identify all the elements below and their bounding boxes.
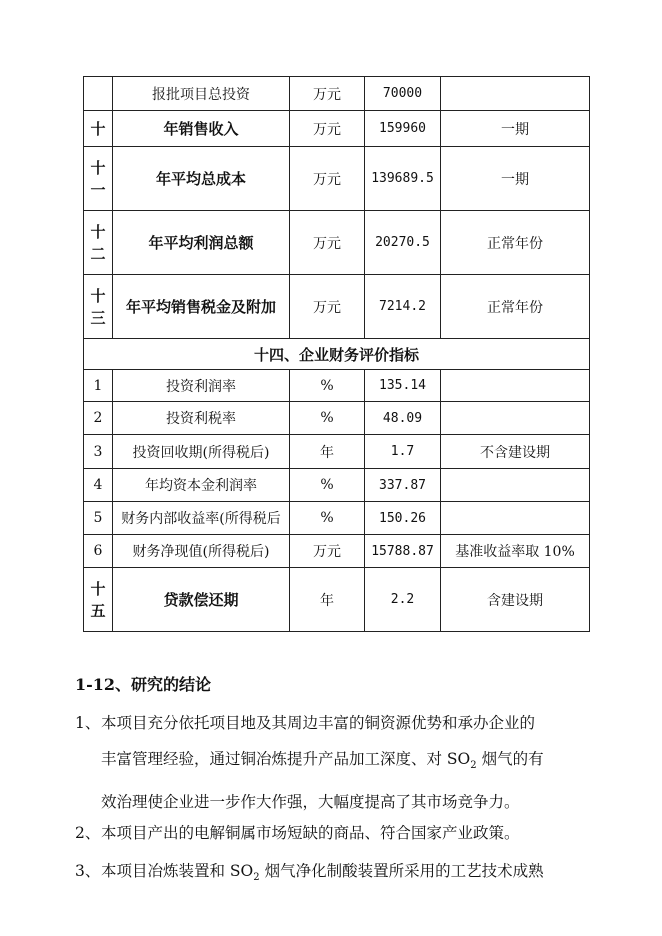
table-row: [84, 211, 590, 275]
row-number: 5: [84, 502, 113, 535]
item-unit: 万元: [290, 77, 365, 111]
table-row: [84, 111, 590, 147]
item-name: 贷款偿还期: [113, 568, 290, 632]
item-value: 48.09: [365, 402, 441, 435]
table-row: [84, 402, 590, 435]
item-remark: 正常年份: [441, 211, 590, 275]
item-unit: %: [290, 502, 365, 535]
item-unit: %: [290, 370, 365, 402]
item-number: 1、: [75, 714, 101, 732]
table-row: [84, 435, 590, 469]
row-number: 1: [84, 370, 113, 402]
conclusion-item-3: [75, 853, 605, 896]
row-number: 4: [84, 469, 113, 502]
item-remark: 一期: [441, 111, 590, 147]
table-row: [84, 77, 590, 111]
item-value: 70000: [365, 77, 441, 111]
row-number: 十 二: [84, 211, 113, 275]
item-text-line: 本项目冶炼装置和 $SO_2$ 烟气净化制酸装置所采用的工艺技术成熟: [101, 862, 544, 884]
item-name: 财务内部收益率(所得税后: [113, 502, 290, 535]
item-remark: 含建设期: [441, 568, 590, 632]
item-name: 投资回收期(所得税后): [113, 435, 290, 469]
item-unit: 万元: [290, 211, 365, 275]
item-name: 报批项目总投资: [113, 77, 290, 111]
item-unit: 年: [290, 435, 365, 469]
item-name: 投资利税率: [113, 402, 290, 435]
item-remark: 正常年份: [441, 275, 590, 339]
item-name: 年平均利润总额: [113, 211, 290, 275]
item-value: 7214.2: [365, 275, 441, 339]
item-number: 3、: [75, 862, 101, 880]
item-value: 337.87: [365, 469, 441, 502]
item-unit: %: [290, 402, 365, 435]
row-number: 3: [84, 435, 113, 469]
item-name: 年均资本金利润率: [113, 469, 290, 502]
item-remark: [441, 469, 590, 502]
section-heading: 1-12、研究的结论: [75, 675, 212, 694]
item-text-line: 本项目产出的电解铜属市场短缺的商品、符合国家产业政策。: [101, 824, 520, 842]
item-unit: 万元: [290, 275, 365, 339]
item-value: 150.26: [365, 502, 441, 535]
item-remark: [441, 502, 590, 535]
item-text-line: 效治理使企业进一步作大作强，大幅度提高了其市场竞争力。: [101, 793, 520, 812]
table-row: [84, 502, 590, 535]
table-row: [84, 535, 590, 568]
row-number: 十 一: [84, 147, 113, 211]
row-number: 十 五: [84, 568, 113, 632]
item-value: 20270.5: [365, 211, 441, 275]
item-unit: 年: [290, 568, 365, 632]
item-value: 1.7: [365, 435, 441, 469]
item-value: 2.2: [365, 568, 441, 632]
item-remark: 基准收益率取 10%: [441, 535, 590, 568]
section-title: 十四、企业财务评价指标: [84, 339, 590, 370]
item-remark: [441, 77, 590, 111]
item-name: 财务净现值(所得税后): [113, 535, 290, 568]
conclusion-item-2: [75, 815, 605, 851]
row-number: [84, 77, 113, 111]
item-unit: 万元: [290, 111, 365, 147]
table-row: [84, 469, 590, 502]
item-name: 投资利润率: [113, 370, 290, 402]
item-number: 2、: [75, 824, 101, 842]
table-row: [84, 147, 590, 211]
item-value: 139689.5: [365, 147, 441, 211]
item-value: 159960: [365, 111, 441, 147]
item-unit: %: [290, 469, 365, 502]
item-remark: 一期: [441, 147, 590, 211]
row-number: 十 三: [84, 275, 113, 339]
item-text-line: 丰富管理经验，通过铜冶炼提升产品加工深度、对 $SO_2$ 烟气的有: [101, 750, 544, 772]
table-row: [84, 568, 590, 632]
item-value: 15788.87: [365, 535, 441, 568]
conclusion-item-1: [75, 705, 605, 820]
item-unit: 万元: [290, 535, 365, 568]
table-row: [84, 370, 590, 402]
item-value: 135.14: [365, 370, 441, 402]
row-number: 十: [84, 111, 113, 147]
row-number: 2: [84, 402, 113, 435]
item-remark: [441, 370, 590, 402]
item-text-line: 本项目充分依托项目地及其周边丰富的铜资源优势和承办企业的: [101, 714, 536, 732]
item-name: 年平均总成本: [113, 147, 290, 211]
row-number: 6: [84, 535, 113, 568]
item-remark: 不含建设期: [441, 435, 590, 469]
item-unit: 万元: [290, 147, 365, 211]
item-name: 年平均销售税金及附加: [113, 275, 290, 339]
item-name: 年销售收入: [113, 111, 290, 147]
financial-indicators-table: [83, 76, 590, 632]
section-header-row: [84, 339, 590, 370]
table-row: [84, 275, 590, 339]
item-remark: [441, 402, 590, 435]
